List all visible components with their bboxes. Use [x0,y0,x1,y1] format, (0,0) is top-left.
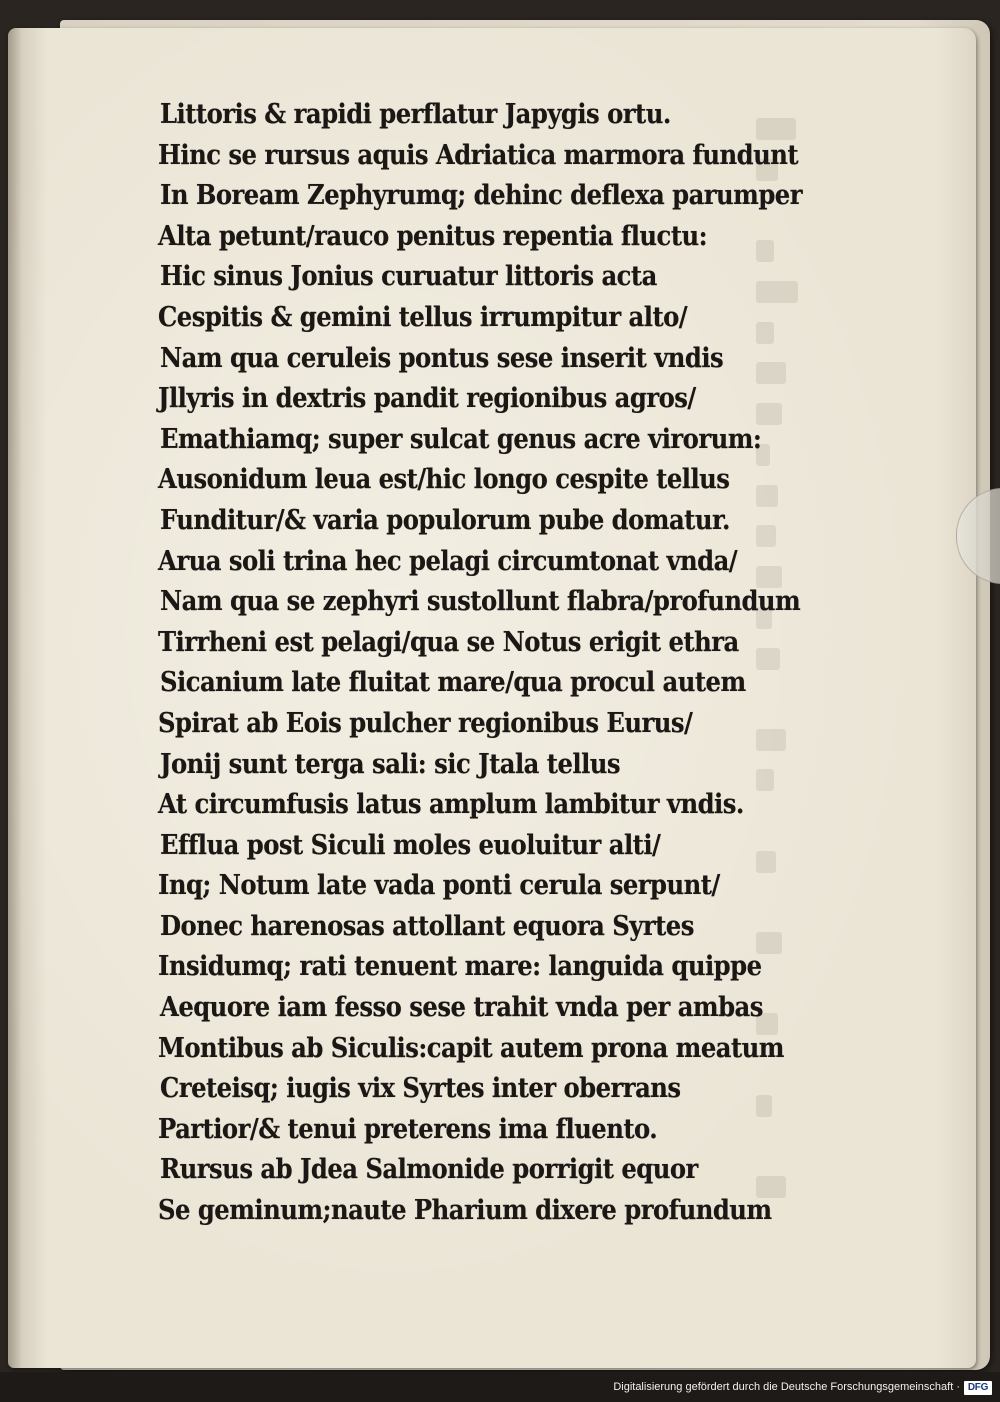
verse-line: Donec harenosas attollant equora Syrtes [160,910,694,942]
verse-line: Hinc se rursus aquis Adriatica marmora fundunt [158,139,799,171]
verse-line: Spirat ab Eois pulcher regionibus Eurus/ [158,707,693,739]
verse-line: Se geminum;naute Pharium dixere profundum [158,1195,772,1227]
show-through-text [756,118,986,1278]
verse-line: Littoris & rapidi perflatur Japygis ortu. [160,99,671,130]
verse-line: Efflua post Siculi moles euoluitur alti/ [160,829,661,861]
verse-line: Arua soli trina hec pelagi circumtonat vnda/ [158,545,738,577]
dfg-logo: DFG [964,1381,992,1395]
verse-line: Insidumq; rati tenuent mare: languida quippe [158,951,762,983]
verse-line: Nam qua se zephyri sustollunt flabra/profundum [160,586,801,618]
verse-line: Creteisq; iugis vix Syrtes inter oberrans [160,1073,681,1105]
verse-line: Nam qua ceruleis pontus sese inserit vndis [160,342,724,374]
verse-line: Inq; Notum late vada ponti cerula serpunt/ [158,870,720,902]
verse-line: Ausonidum leua est/hic longo cespite tellus [158,464,730,496]
verse-line: Hic sinus Jonius curuatur littoris acta [160,261,657,293]
verse-line: Montibus ab Siculis:capit autem prona meatum [158,1032,784,1064]
funding-footer [0,1372,1000,1402]
funding-note: Digitalisierung gefördert durch die Deutsche Forschungsgemeinschaft · [613,1381,960,1393]
verse-line: At circumfusis latus amplum lambitur vndis. [158,789,744,821]
verse-line: Alta petunt/rauco penitus repentia fluctu: [158,220,708,252]
verse-line: In Boream Zephyrumq; dehinc deflexa parumper [160,180,802,212]
verse-line: Partior/& tenui preterens ima fluento. [158,1113,658,1145]
verse-line: Sicanium late fluitat mare/qua procul autem [160,667,746,699]
verse-line: Cespitis & gemini tellus irrumpitur alto/ [158,301,688,333]
verse-line: Emathiamq; super sulcat genus acre virorum: [160,423,762,455]
verse-line: Tirrheni est pelagi/qua se Notus erigit ethra [158,626,739,658]
page-gutter-shadow [8,28,22,1368]
verse-line: Rursus ab Jdea Salmonide porrigit equor [160,1154,698,1186]
verse-line: Jllyris in dextris pandit regionibus agros/ [158,383,696,415]
verse-text [158,95,802,1232]
verse-line: Aequore iam fesso sese trahit vnda per ambas [160,992,763,1024]
verse-line: Jonij sunt terga sali: sic Jtala tellus [160,748,621,780]
verse-line: Funditur/& varia populorum pube domatur. [160,504,730,536]
